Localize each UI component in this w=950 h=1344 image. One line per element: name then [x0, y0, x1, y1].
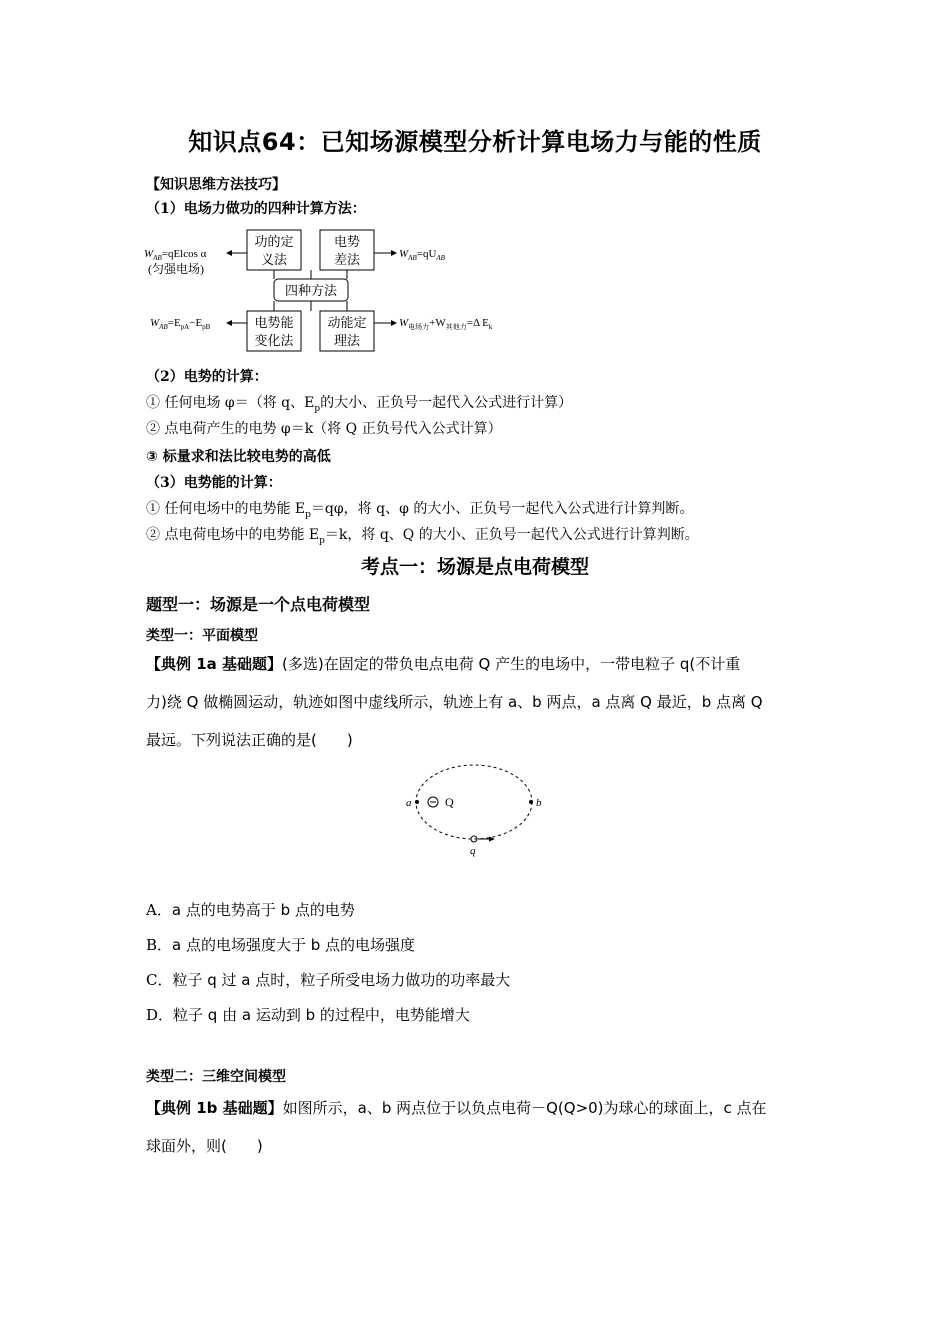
box-tl-line1: 功的定: [254, 234, 294, 249]
label-b: b: [536, 797, 542, 809]
example-1a-line2: 力)绕 Q 做椭圆运动，轨迹如图中虚线所示，轨迹上有 a、b 两点，a 点离 Q 最近，b 点离 Q: [146, 693, 763, 711]
box-bl-line1: 电势能: [254, 315, 294, 330]
type-2-heading: 类型二：三维空间模型: [146, 1069, 286, 1085]
point-3-heading: （3）电势能的计算：: [146, 475, 282, 491]
option-b: B．a 点的电场强度大于 b 点的电场强度: [146, 936, 416, 954]
formula-left-top-note: (匀强电场): [148, 262, 204, 276]
point-3-item-2: ② 点电荷电场中的电势能 $E_p=k$，将 q、Q 的大小、正负号一起代入公式进行计算判断。: [146, 527, 699, 546]
example-1a-line1: 【典例 1a 基础题】(多选)在固定的带负电点电荷 Q 产生的电场中，一带电粒子 q(不计重: [146, 655, 741, 673]
orbit-figure: [400, 758, 550, 858]
exam-point-heading: 考点一：场源是点电荷模型: [360, 556, 589, 578]
example-1b-line1: 【典例 1b 基础题】如图所示，a、b 两点位于以负点电荷－Q(Q>0)为球心的球面上，c 点在: [146, 1099, 767, 1117]
formula-right-top: $W_{AB}=qU_{AB}$: [399, 248, 445, 262]
formula-right-bottom: $W_{电场力}+W_{其他力}=\Delta$ $E_k$: [399, 317, 493, 331]
label-a: a: [406, 797, 412, 809]
formula-left-bottom: $W_{AB}=E_{pA}-E_{pB}$: [150, 317, 211, 331]
option-c: C．粒子 q 过 a 点时，粒子所受电场力做功的功率最大: [146, 971, 511, 989]
question-type-heading: 题型一：场源是一个点电荷模型: [146, 595, 371, 614]
box-tr-line2: 差法: [333, 252, 361, 267]
four-methods-diagram: [140, 225, 540, 357]
page-title: 知识点64：已知场源模型分析计算电场力与能的性质: [188, 128, 762, 156]
example-1b-line2: 球面外，则( ): [146, 1137, 263, 1155]
point-2-item-2: ② 点电荷产生的电势 φ＝k（将 Q 正负号代入公式计算）: [146, 421, 502, 437]
option-a: A．a 点的电势高于 b 点的电势: [146, 901, 355, 919]
section-header: 【知识思维方法技巧】: [146, 177, 286, 193]
formula-left-top: $W_{AB}=qElcos$ α: [144, 248, 207, 262]
point-a: [415, 800, 419, 804]
center-label: 四种方法: [284, 283, 338, 298]
box-tl-line2: 义法: [260, 252, 288, 267]
example-1a-line3: 最远。下列说法正确的是( ): [146, 731, 353, 749]
label-Q: Q: [445, 795, 454, 809]
box-br-line1: 动能定: [327, 315, 367, 330]
label-q: q: [470, 845, 476, 857]
box-tr-line1: 电势: [333, 234, 361, 249]
point-2-heading: （2）电势的计算：: [146, 369, 268, 385]
point-3-item-1: ① 任何电场中的电势能 $E_p=q\varphi$，将 q、φ 的大小、正负号一起代入公式进行计算判断。: [146, 501, 694, 520]
box-br-line2: 理法: [333, 333, 361, 348]
box-bl-line2: 变化法: [254, 333, 294, 348]
point-2-item-3: ③ 标量求和法比较电势的高低: [146, 449, 331, 465]
option-d: D．粒子 q 由 a 运动到 b 的过程中，电势能增大: [146, 1006, 470, 1024]
type-1-heading: 类型一：平面模型: [146, 628, 258, 644]
point-b: [529, 800, 533, 804]
point-2-item-1: ① 任何电场 φ＝（将 q、$E_p$的大小、正负号一起代入公式进行计算）: [146, 395, 573, 414]
point-1-heading: （1）电场力做功的四种计算方法：: [146, 201, 366, 217]
